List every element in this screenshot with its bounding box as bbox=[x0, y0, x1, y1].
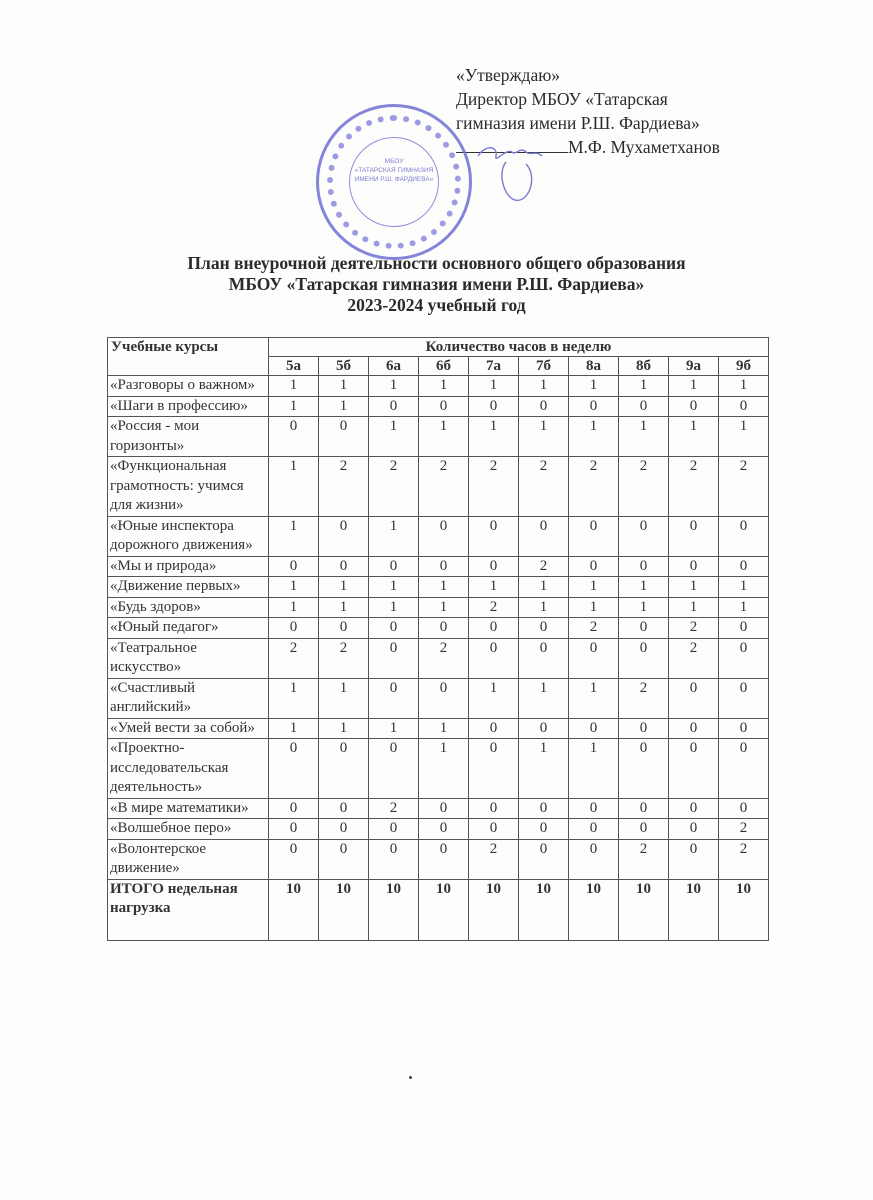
hours-cell: 0 bbox=[669, 739, 719, 799]
table-row bbox=[108, 417, 769, 457]
hours-cell: 0 bbox=[419, 819, 469, 840]
header-hours-per-week: Количество часов в неделю bbox=[269, 338, 769, 357]
class-header: 9б bbox=[719, 357, 769, 376]
hours-cell: 0 bbox=[369, 618, 419, 639]
table-row bbox=[108, 638, 769, 678]
hours-cell: 1 bbox=[369, 417, 419, 457]
hours-cell: 0 bbox=[669, 396, 719, 417]
total-value: 10 bbox=[269, 879, 319, 940]
hours-cell: 1 bbox=[719, 597, 769, 618]
hours-cell: 2 bbox=[269, 638, 319, 678]
table-row bbox=[108, 718, 769, 739]
hours-cell: 0 bbox=[469, 618, 519, 639]
hours-cell: 0 bbox=[469, 798, 519, 819]
hours-cell: 0 bbox=[369, 819, 419, 840]
header-courses: Учебные курсы bbox=[108, 338, 269, 376]
title-line-1: План внеурочной деятельности основного общего образования bbox=[187, 253, 686, 273]
hours-cell: 0 bbox=[669, 798, 719, 819]
hours-cell: 0 bbox=[569, 516, 619, 556]
hours-cell: 0 bbox=[269, 618, 319, 639]
hours-cell: 2 bbox=[469, 457, 519, 517]
hours-cell: 1 bbox=[469, 678, 519, 718]
hours-cell: 1 bbox=[419, 376, 469, 397]
hours-cell: 1 bbox=[319, 597, 369, 618]
hours-cell: 0 bbox=[319, 819, 369, 840]
hours-cell: 1 bbox=[419, 577, 469, 598]
table-row bbox=[108, 839, 769, 879]
hours-cell: 2 bbox=[469, 839, 519, 879]
hours-cell: 1 bbox=[569, 577, 619, 598]
class-header: 8б bbox=[619, 357, 669, 376]
table-row bbox=[108, 739, 769, 799]
course-name: «Проектно-исследовательская деятельность» bbox=[108, 739, 269, 799]
hours-cell: 1 bbox=[519, 739, 569, 799]
hours-cell: 0 bbox=[319, 618, 369, 639]
table-row bbox=[108, 618, 769, 639]
hours-cell: 1 bbox=[519, 577, 569, 598]
class-header: 6б bbox=[419, 357, 469, 376]
course-name: «Счастливый английский» bbox=[108, 678, 269, 718]
hours-cell: 1 bbox=[619, 376, 669, 397]
table-row bbox=[108, 798, 769, 819]
hours-cell: 0 bbox=[619, 798, 669, 819]
hours-cell: 0 bbox=[569, 718, 619, 739]
total-value: 10 bbox=[669, 879, 719, 940]
hours-cell: 0 bbox=[669, 516, 719, 556]
hours-cell: 0 bbox=[469, 638, 519, 678]
hours-cell: 0 bbox=[269, 819, 319, 840]
hours-cell: 2 bbox=[669, 618, 719, 639]
hours-cell: 0 bbox=[419, 516, 469, 556]
hours-cell: 1 bbox=[619, 417, 669, 457]
hours-cell: 1 bbox=[519, 376, 569, 397]
hours-cell: 0 bbox=[569, 798, 619, 819]
course-name: «Шаги в профессию» bbox=[108, 396, 269, 417]
course-name: «Разговоры о важном» bbox=[108, 376, 269, 397]
table-row bbox=[108, 556, 769, 577]
hours-cell: 0 bbox=[619, 638, 669, 678]
hours-cell: 0 bbox=[619, 718, 669, 739]
course-name: «Театральное искусство» bbox=[108, 638, 269, 678]
stamp-text-line: МБОУ bbox=[384, 158, 404, 165]
hours-cell: 2 bbox=[369, 457, 419, 517]
hours-cell: 0 bbox=[519, 798, 569, 819]
course-name: «Волонтерское движение» bbox=[108, 839, 269, 879]
table-row bbox=[108, 376, 769, 397]
hours-cell: 0 bbox=[269, 417, 319, 457]
hours-cell: 2 bbox=[619, 457, 669, 517]
hours-cell: 1 bbox=[469, 577, 519, 598]
document-title bbox=[0, 253, 873, 316]
hours-cell: 1 bbox=[419, 739, 469, 799]
total-label: ИТОГО недельная нагрузка bbox=[108, 879, 269, 940]
hours-cell: 0 bbox=[719, 739, 769, 799]
hours-cell: 0 bbox=[319, 798, 369, 819]
hours-cell: 1 bbox=[369, 597, 419, 618]
hours-cell: 0 bbox=[619, 516, 669, 556]
hours-cell: 1 bbox=[269, 516, 319, 556]
hours-cell: 1 bbox=[319, 577, 369, 598]
hours-cell: 0 bbox=[369, 556, 419, 577]
total-value: 10 bbox=[719, 879, 769, 940]
table-body bbox=[108, 376, 769, 880]
table-row bbox=[108, 597, 769, 618]
activity-plan-table bbox=[107, 337, 769, 941]
hours-cell: 0 bbox=[319, 556, 369, 577]
class-header: 7а bbox=[469, 357, 519, 376]
hours-cell: 2 bbox=[419, 457, 469, 517]
hours-cell: 2 bbox=[469, 597, 519, 618]
hours-cell: 2 bbox=[619, 678, 669, 718]
title-line-2: МБОУ «Татарская гимназия имени Р.Ш. Фардиева» bbox=[228, 274, 645, 294]
hours-cell: 1 bbox=[419, 718, 469, 739]
hours-cell: 2 bbox=[619, 839, 669, 879]
hours-cell: 0 bbox=[419, 396, 469, 417]
class-header: 5а bbox=[269, 357, 319, 376]
hours-cell: 1 bbox=[419, 417, 469, 457]
hours-cell: 1 bbox=[269, 718, 319, 739]
hours-cell: 1 bbox=[319, 678, 369, 718]
official-stamp bbox=[316, 104, 472, 260]
course-name: «Юный педагог» bbox=[108, 618, 269, 639]
hours-cell: 1 bbox=[269, 597, 319, 618]
hours-cell: 2 bbox=[419, 638, 469, 678]
hours-cell: 0 bbox=[619, 556, 669, 577]
approval-heading: «Утверждаю» bbox=[456, 65, 561, 85]
class-header: 8а bbox=[569, 357, 619, 376]
hours-cell: 0 bbox=[419, 556, 469, 577]
hours-cell: 0 bbox=[469, 718, 519, 739]
hours-cell: 0 bbox=[319, 739, 369, 799]
hours-cell: 0 bbox=[569, 839, 619, 879]
approval-position: Директор МБОУ «Татарская bbox=[456, 89, 668, 109]
hours-cell: 0 bbox=[319, 417, 369, 457]
table-row bbox=[108, 516, 769, 556]
hours-cell: 0 bbox=[519, 516, 569, 556]
table-row bbox=[108, 457, 769, 517]
course-name: «Функциональная грамотность: учимся для жизни» bbox=[108, 457, 269, 517]
hours-cell: 0 bbox=[419, 678, 469, 718]
hours-cell: 0 bbox=[519, 718, 569, 739]
hours-cell: 0 bbox=[669, 718, 719, 739]
hours-cell: 0 bbox=[269, 556, 319, 577]
hours-cell: 0 bbox=[419, 798, 469, 819]
hours-cell: 0 bbox=[469, 819, 519, 840]
hours-cell: 0 bbox=[469, 516, 519, 556]
hours-cell: 0 bbox=[369, 396, 419, 417]
course-name: «Умей вести за собой» bbox=[108, 718, 269, 739]
signature-icon bbox=[476, 134, 556, 214]
hours-cell: 0 bbox=[469, 739, 519, 799]
hours-cell: 1 bbox=[719, 577, 769, 598]
course-name: «Россия - мои горизонты» bbox=[108, 417, 269, 457]
hours-cell: 1 bbox=[669, 577, 719, 598]
hours-cell: 0 bbox=[319, 516, 369, 556]
hours-cell: 1 bbox=[269, 376, 319, 397]
hours-cell: 0 bbox=[369, 678, 419, 718]
hours-cell: 1 bbox=[569, 678, 619, 718]
total-row bbox=[108, 879, 769, 940]
hours-cell: 0 bbox=[319, 839, 369, 879]
hours-cell: 1 bbox=[319, 376, 369, 397]
total-value: 10 bbox=[469, 879, 519, 940]
total-value: 10 bbox=[319, 879, 369, 940]
approval-signer: М.Ф. Мухаметханов bbox=[568, 137, 720, 157]
hours-cell: 0 bbox=[519, 618, 569, 639]
hours-cell: 0 bbox=[719, 556, 769, 577]
hours-cell: 2 bbox=[569, 618, 619, 639]
hours-cell: 1 bbox=[369, 376, 419, 397]
hours-cell: 1 bbox=[619, 597, 669, 618]
hours-cell: 0 bbox=[569, 638, 619, 678]
hours-cell: 0 bbox=[669, 556, 719, 577]
hours-cell: 0 bbox=[269, 839, 319, 879]
class-header: 5б bbox=[319, 357, 369, 376]
hours-cell: 2 bbox=[719, 839, 769, 879]
hours-cell: 2 bbox=[569, 457, 619, 517]
hours-cell: 1 bbox=[519, 678, 569, 718]
hours-cell: 0 bbox=[369, 839, 419, 879]
hours-cell: 0 bbox=[719, 718, 769, 739]
course-name: «Волшебное перо» bbox=[108, 819, 269, 840]
hours-cell: 0 bbox=[269, 739, 319, 799]
hours-cell: 2 bbox=[369, 798, 419, 819]
hours-cell: 0 bbox=[469, 556, 519, 577]
hours-cell: 2 bbox=[519, 457, 569, 517]
hours-cell: 2 bbox=[719, 819, 769, 840]
total-value: 10 bbox=[619, 879, 669, 940]
stamp-text-line: ИМЕНИ Р.Ш. ФАРДИЕВА» bbox=[354, 176, 434, 183]
hours-cell: 1 bbox=[569, 597, 619, 618]
hours-cell: 1 bbox=[669, 376, 719, 397]
hours-cell: 2 bbox=[319, 638, 369, 678]
course-name: «Движение первых» bbox=[108, 577, 269, 598]
hours-cell: 0 bbox=[369, 739, 419, 799]
stamp-text-line: «ТАТАРСКАЯ ГИМНАЗИЯ bbox=[354, 167, 434, 174]
hours-cell: 1 bbox=[369, 718, 419, 739]
hours-cell: 0 bbox=[619, 819, 669, 840]
total-value: 10 bbox=[369, 879, 419, 940]
stamp-text bbox=[353, 157, 435, 184]
hours-cell: 1 bbox=[569, 376, 619, 397]
hours-cell: 0 bbox=[719, 396, 769, 417]
hours-cell: 1 bbox=[569, 417, 619, 457]
hours-cell: 1 bbox=[369, 577, 419, 598]
hours-cell: 1 bbox=[469, 376, 519, 397]
hours-cell: 0 bbox=[619, 618, 669, 639]
hours-cell: 1 bbox=[369, 516, 419, 556]
table-row bbox=[108, 819, 769, 840]
hours-cell: 0 bbox=[719, 638, 769, 678]
total-value: 10 bbox=[519, 879, 569, 940]
hours-cell: 0 bbox=[669, 819, 719, 840]
hours-cell: 0 bbox=[569, 556, 619, 577]
hours-cell: 1 bbox=[269, 457, 319, 517]
hours-cell: 1 bbox=[319, 396, 369, 417]
hours-cell: 1 bbox=[669, 597, 719, 618]
hours-cell: 1 bbox=[269, 678, 319, 718]
hours-cell: 0 bbox=[419, 618, 469, 639]
hours-cell: 1 bbox=[419, 597, 469, 618]
table-row bbox=[108, 678, 769, 718]
total-value: 10 bbox=[569, 879, 619, 940]
table-row bbox=[108, 577, 769, 598]
hours-cell: 1 bbox=[319, 718, 369, 739]
hours-cell: 0 bbox=[719, 678, 769, 718]
course-name: «В мире математики» bbox=[108, 798, 269, 819]
course-name: «Юные инспектора дорожного движения» bbox=[108, 516, 269, 556]
hours-cell: 0 bbox=[619, 396, 669, 417]
hours-cell: 0 bbox=[569, 396, 619, 417]
hours-cell: 0 bbox=[519, 839, 569, 879]
hours-cell: 1 bbox=[269, 577, 319, 598]
hours-cell: 0 bbox=[269, 798, 319, 819]
hours-cell: 2 bbox=[519, 556, 569, 577]
hours-cell: 0 bbox=[469, 396, 519, 417]
hours-cell: 0 bbox=[619, 739, 669, 799]
hours-cell: 1 bbox=[469, 417, 519, 457]
hours-cell: 0 bbox=[569, 819, 619, 840]
class-header: 9а bbox=[669, 357, 719, 376]
hours-cell: 2 bbox=[319, 457, 369, 517]
hours-cell: 1 bbox=[519, 417, 569, 457]
approval-organization: гимназия имени Р.Ш. Фардиева» bbox=[456, 113, 700, 133]
hours-cell: 0 bbox=[719, 798, 769, 819]
total-value: 10 bbox=[419, 879, 469, 940]
hours-cell: 0 bbox=[369, 638, 419, 678]
scan-mark bbox=[409, 1076, 412, 1079]
hours-cell: 1 bbox=[519, 597, 569, 618]
table-row bbox=[108, 396, 769, 417]
hours-cell: 0 bbox=[719, 618, 769, 639]
hours-cell: 1 bbox=[619, 577, 669, 598]
hours-cell: 2 bbox=[669, 638, 719, 678]
class-header: 6а bbox=[369, 357, 419, 376]
hours-cell: 2 bbox=[669, 457, 719, 517]
hours-cell: 0 bbox=[519, 819, 569, 840]
hours-cell: 0 bbox=[669, 678, 719, 718]
hours-cell: 1 bbox=[719, 417, 769, 457]
hours-cell: 1 bbox=[269, 396, 319, 417]
hours-cell: 0 bbox=[519, 638, 569, 678]
hours-cell: 1 bbox=[669, 417, 719, 457]
hours-cell: 0 bbox=[519, 396, 569, 417]
title-line-3: 2023-2024 учебный год bbox=[347, 295, 526, 315]
course-name: «Будь здоров» bbox=[108, 597, 269, 618]
course-name: «Мы и природа» bbox=[108, 556, 269, 577]
hours-cell: 0 bbox=[719, 516, 769, 556]
hours-cell: 0 bbox=[669, 839, 719, 879]
hours-cell: 2 bbox=[719, 457, 769, 517]
class-header: 7б bbox=[519, 357, 569, 376]
hours-cell: 1 bbox=[719, 376, 769, 397]
hours-cell: 0 bbox=[419, 839, 469, 879]
hours-cell: 1 bbox=[569, 739, 619, 799]
